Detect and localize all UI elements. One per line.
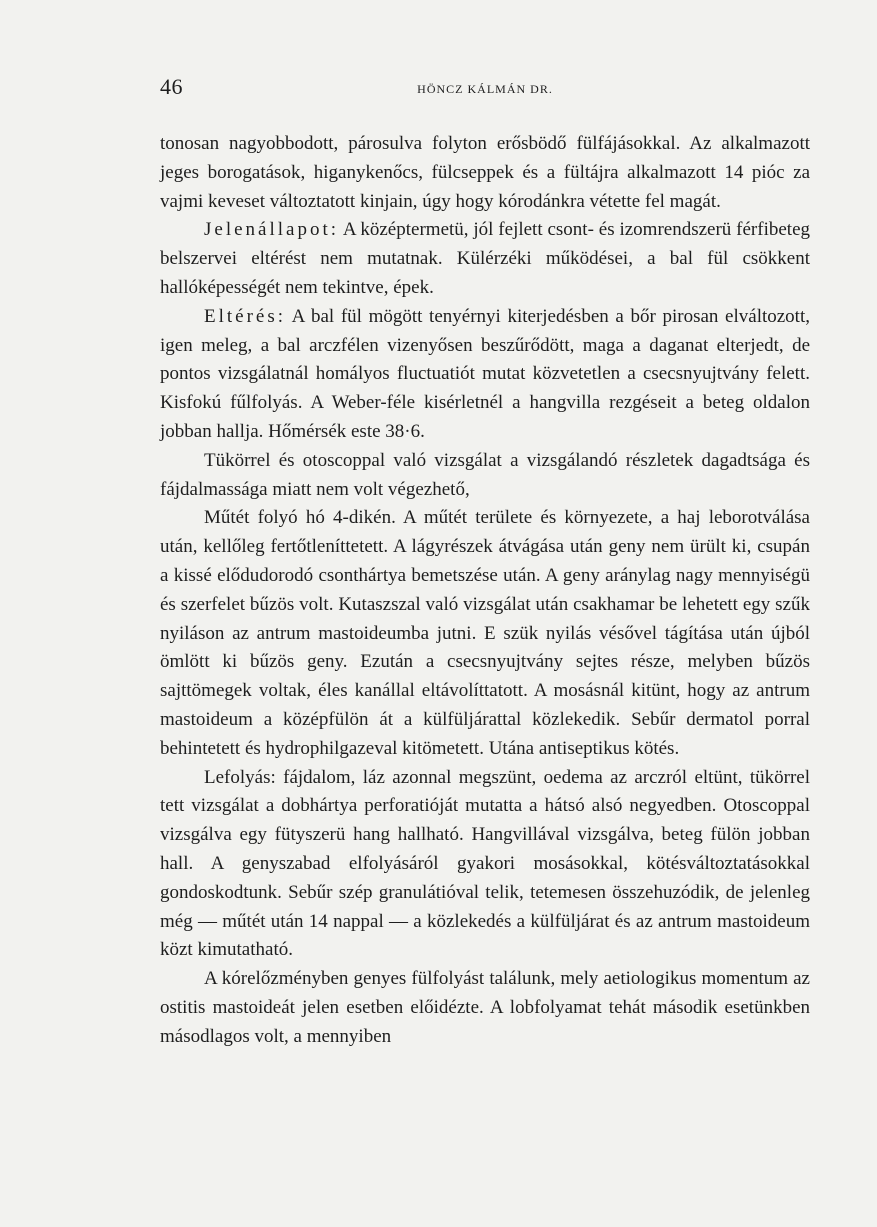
paragraph-deviation	[160, 303, 810, 447]
paragraph-text: A kórelőzményben genyes fülfolyást találunk, mely aetiologikus momentum az ostitis mastoideát jelen esetben előidézte. A lobfolyamat tehát második esetünkben másodlagos volt, a mennyiben	[160, 968, 810, 1047]
page-number: 46	[160, 74, 183, 99]
paragraph-aetiology	[160, 965, 810, 1051]
paragraph-examination	[160, 447, 810, 505]
section-lead-current-state: Jelenállapot:	[204, 219, 340, 241]
running-head: HÖNCZ KÁLMÁN DR.	[417, 82, 553, 96]
paragraph-current-state	[160, 216, 810, 302]
paragraph-text: tonosan nagyobbodott, párosulva folyton erősbödő fülfájásokkal. Az alkalmazott jeges borogatások, higanykenőcs, fülcseppek és a fültájra alkalmazott 14 pióc za vajmi keveset változtatott kinjain, úgy hogy kórodánkra vétette fel magát.	[160, 133, 810, 212]
paragraph-history	[160, 130, 810, 216]
paragraph-operation	[160, 504, 810, 763]
paragraph-text: Tükörrel és otoscoppal való vizsgálat a vizsgálandó részletek dagadtsága és fájdalmassága miatt nem volt végezhető,	[160, 449, 810, 500]
paragraph-text: Lefolyás: fájdalom, láz azonnal megszünt, oedema az arczról eltünt, tükörrel tett vizsgálat a dobhártya perforatióját mutatta a hátsó alsó negyedben. Otoscoppal vizsgálva egy fütyszerü hang hallható. Hangvillával vizsgálva, beteg fülön jobban hall. A genyszabad elfolyásáról gyakori mosásokkal, kötésváltoztatásokkal gondoskodtunk. Sebűr szép granulátióval telik, tetemesen összehuzódik, de jelenleg még — műtét után 14 nappal — a közlekedés a külfüljárat és az antrum mastoideum közt kimutatható.	[160, 766, 810, 961]
paragraph-course	[160, 764, 810, 966]
paragraph-text: A középtermetü, jól fejlett csont- és izomrendszerü férfibeteg belszervei eltérést nem mutatnak. Külérzéki működései, a bal fül csökkent hallóképességét nem tekintve, épek.	[160, 219, 810, 298]
page-header	[160, 72, 810, 102]
body-text	[160, 130, 810, 1052]
section-lead-deviation: Eltérés:	[204, 305, 287, 327]
paragraph-text: Műtét folyó hó 4-dikén. A műtét területe és környezete, a haj leborotválása után, kellőleg fertőtleníttetett. A lágyrészek átvágása után geny nem ürült ki, csupán a kissé elődudorodó csonthártya bemetszése után. A geny aránylag nagy mennyiségü és szerfelet bűzös volt. Kutaszszal való vizsgálat után csakhamar be lehetett egy szűk nyiláson az antrum mastoideumba jutni. E szük nyilás vésővel tágítása után újból ömlött ki bűzös geny. Ezután a csecsnyujtvány sejtes része, melyben bűzös sajttömegek voltak, éles kanállal eltávolíttatott. A mosásnál kitünt, hogy az antrum mastoideum a középfülön át a külfüljárattal közlekedik. Sebűr dermatol porral behintetett és hydrophilgazeval kitömetett. Utána antiseptikus kötés.	[160, 507, 810, 759]
paragraph-text: A bal fül mögött tenyérnyi kiterjedésben a bőr pirosan elváltozott, igen meleg, a bal arczfélen vizenyősen beszűrődött, maga a daganat elterjedt, de pontos vizsgálatnál homályos fluctuatiót mutat közvetetlen a csecsnyujtvány felett. Kisfokú fűlfolyás. A Weber-féle kisérletnél a hangvilla rezgéseit a beteg oldalon jobban hallja. Hőmérsék este 38·6.	[160, 305, 810, 442]
